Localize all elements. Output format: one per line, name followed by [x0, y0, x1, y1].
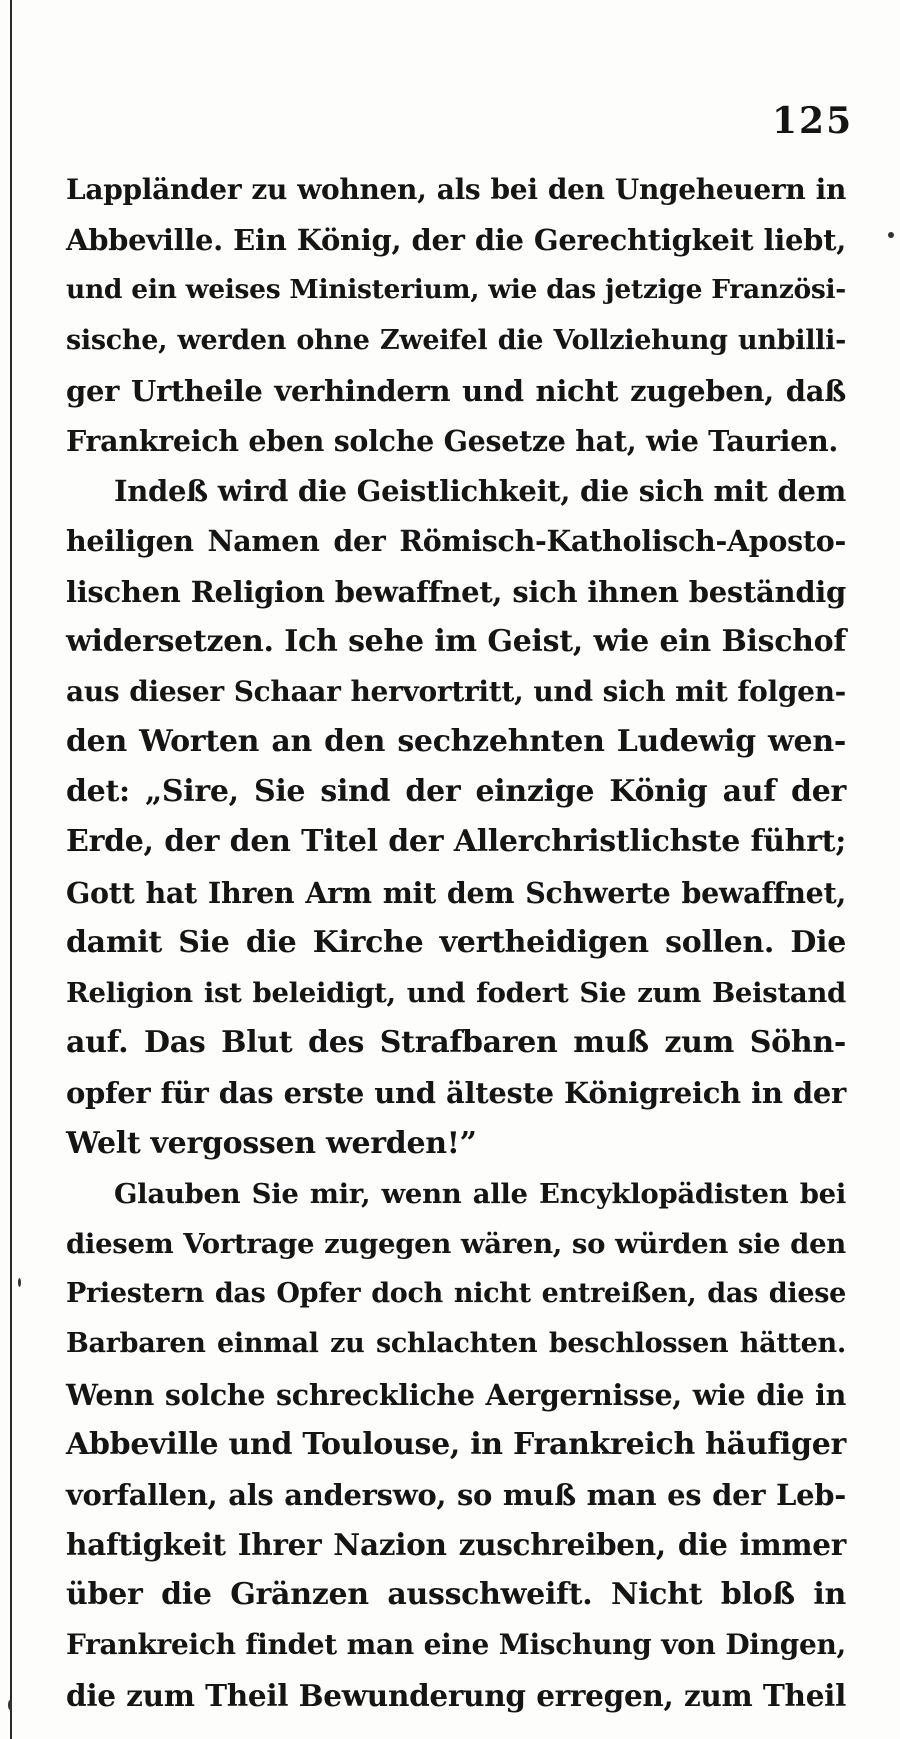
text-line: über die Gränzen ausschweift. Nicht bloß in	[66, 1577, 846, 1613]
text-line: Frankreich eben solche Gesetze hat, wie Taurien.	[66, 423, 839, 458]
text-line: Glauben Sie mir, wenn alle Encyklopädisten bei	[114, 1177, 846, 1210]
text-line: opfer für das erste und älteste Königreich in der	[66, 1076, 846, 1111]
text-line: lischen Religion bewaffnet, sich ihnen beständig	[66, 574, 846, 609]
text-line: det: „Sire, Sie sind der einzige König auf der	[66, 774, 846, 810]
text-line: auf. Das Blut des Strafbaren muß zum Söhn-	[66, 1025, 846, 1061]
speck-mark	[8, 1700, 12, 1710]
text-line: widersetzen. Ich sehe im Geist, wie ein Bischof	[66, 623, 846, 659]
text-line: Priestern das Opfer doch nicht entreißen, das diese	[66, 1278, 846, 1310]
text-line: Wenn solche schreckliche Aergernisse, wie die in	[66, 1377, 846, 1412]
text-line: und ein weises Ministerium, wie das jetzige Französi-	[66, 274, 846, 306]
text-line: sische, werden ohne Zweifel die Vollziehung unbilli-	[66, 324, 846, 356]
text-line: Welt vergossen werden!”	[66, 1125, 477, 1161]
text-line: Barbaren einmal zu schlachten beschlossen hätten.	[66, 1328, 846, 1360]
text-line: ger Urtheile verhindern und nicht zugeben, daß	[66, 373, 846, 408]
speck-mark	[18, 1278, 21, 1287]
text-line: Lappländer zu wohnen, als bei den Ungeheuern in	[66, 173, 846, 206]
binding-edge-line	[10, 0, 12, 1739]
text-line: Indeß wird die Geistlichkeit, die sich mit dem	[114, 474, 846, 509]
body-text	[66, 165, 846, 1721]
text-line: Religion ist beleidigt, und fodert Sie zum Beistand	[66, 977, 846, 1009]
speck-mark	[888, 232, 894, 238]
text-line: haftigkeit Ihrer Nazion zuschreiben, die immer	[66, 1527, 846, 1563]
text-line: damit Sie die Kirche vertheidigen sollen. Die	[66, 924, 846, 960]
text-line: heiligen Namen der Römisch-Katholisch-Aposto-	[66, 524, 846, 559]
page-number: 125	[772, 100, 854, 142]
text-line: aus dieser Schaar hervortritt, und sich mit folgen-	[66, 674, 846, 708]
text-line: Frankreich findet man eine Mischung von Dingen,	[66, 1628, 846, 1662]
text-line: Abbeville. Ein König, der die Gerechtigkeit liebt,	[66, 223, 846, 258]
text-line: diesem Vortrage zugegen wären, so würden sie den	[66, 1227, 846, 1260]
text-line: vorfallen, als anderswo, so muß man es der Leb-	[66, 1477, 846, 1512]
text-line: Abbeville und Toulouse, in Frankreich häufiger	[66, 1426, 846, 1462]
text-line: den Worten an den sechzehnten Ludewig wen-	[66, 724, 846, 760]
text-line: Erde, der den Titel der Allerchristlichste führt;	[66, 824, 846, 860]
text-line: Gott hat Ihren Arm mit dem Schwerte bewaffnet,	[66, 875, 846, 910]
text-line: die zum Theil Bewunderung erregen, zum Theil	[66, 1677, 846, 1713]
